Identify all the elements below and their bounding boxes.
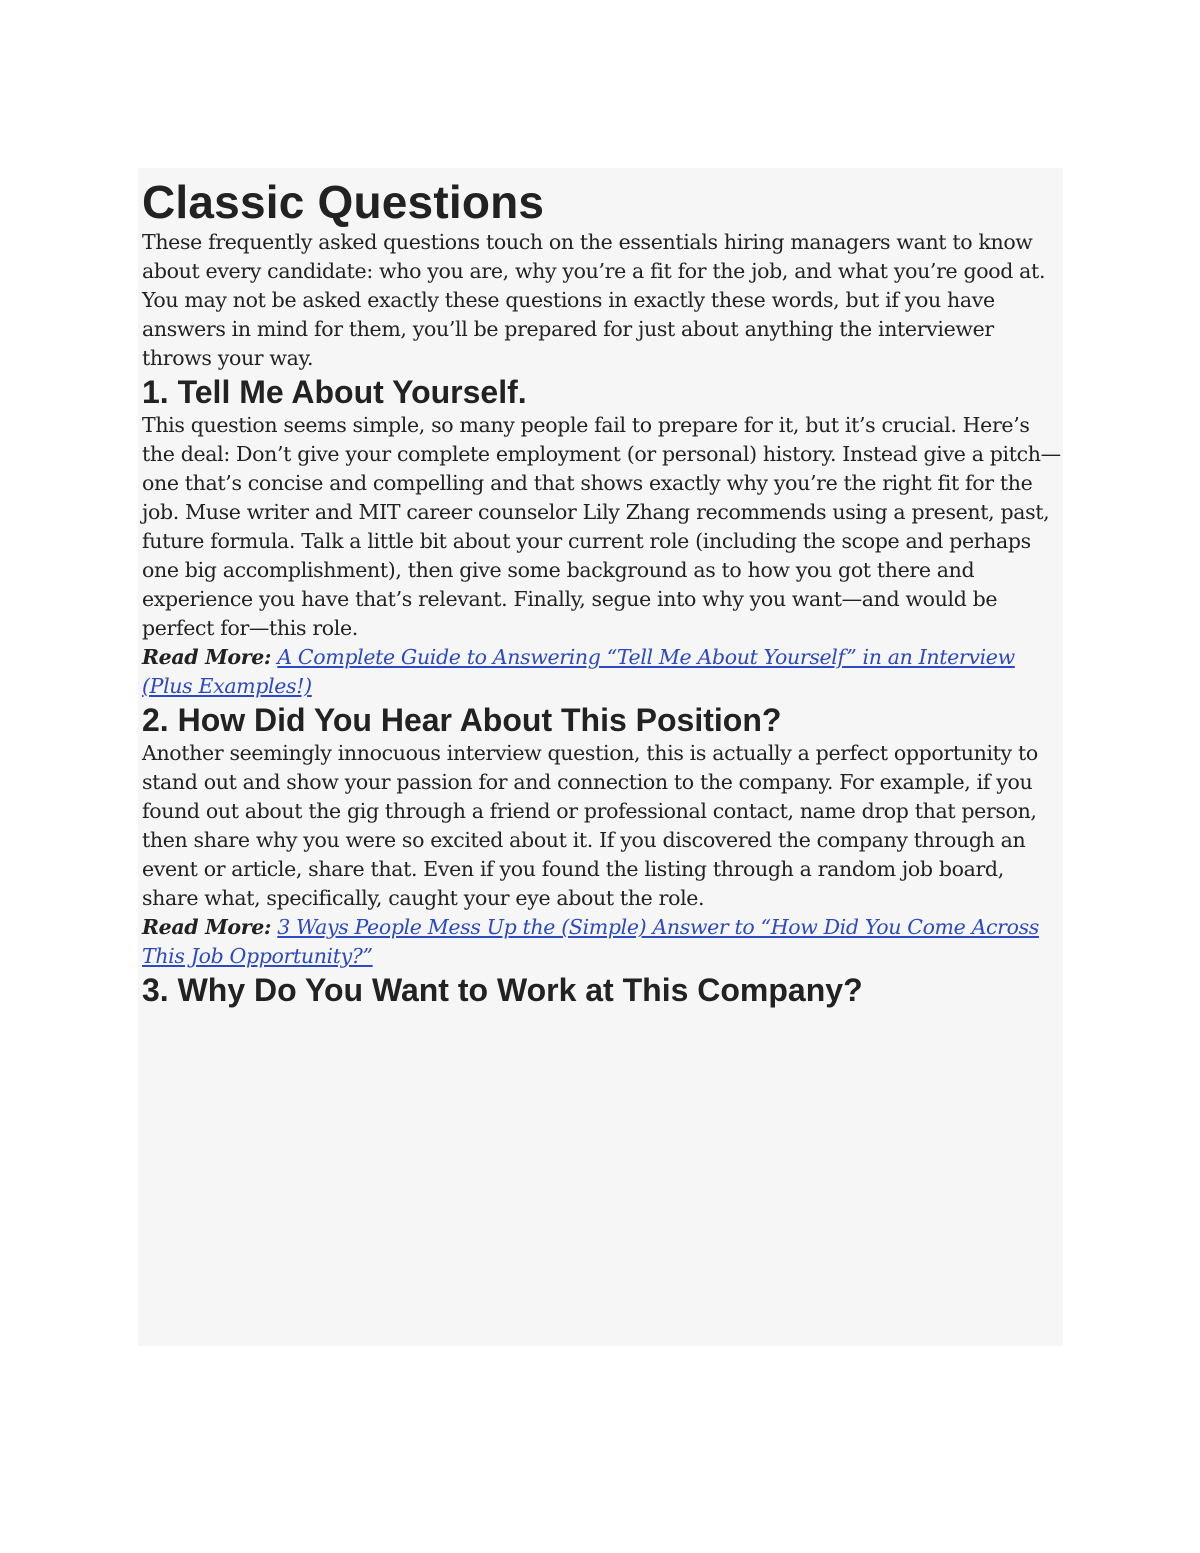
section-body-tell-me-about-yourself: This question seems simple, so many people fail to prepare for it, but it’s crucial. Here’s the deal: Don’t give your complete employment (or personal) history. Instead give a pitch—one that’s concise and compelling and that shows exactly why you’re the right fit for the job. Muse writer and MIT career counselor Lily Zhang recommends using a present, past, future formula. Talk a little bit about your current role (including the scope and perhaps one big accomplishment), then give some background as to how you got there and experience you have that’s relevant. Finally, segue into why you want—and would be perfect for—this role. bbox=[142, 413, 1061, 640]
article-content bbox=[142, 168, 1063, 1009]
section-heading-why-this-company: 3. Why Do You Want to Work at This Company? bbox=[142, 972, 863, 1008]
page-title: Classic Questions bbox=[142, 176, 545, 228]
read-more-tell-me-about-yourself bbox=[142, 643, 1063, 701]
read-more-link-tell-me-about-yourself[interactable]: A Complete Guide to Answering “Tell Me About Yourself” in an Interview (Plus Examples!) bbox=[142, 645, 1015, 698]
article-block bbox=[138, 168, 1063, 1346]
section-heading-how-did-you-hear: 2. How Did You Hear About This Position? bbox=[142, 702, 782, 738]
read-more-label: Read More: bbox=[142, 915, 272, 939]
section-body-how-did-you-hear: Another seemingly innocuous interview question, this is actually a perfect opportunity to stand out and show your passion for and connection to the company. For example, if you found out about the gig through a friend or professional contact, name drop that person, then share why you were so excited about it. If you discovered the company through an event or article, share that. Even if you found the listing through a random job board, share what, specifically, caught your eye about the role. bbox=[142, 741, 1038, 910]
read-more-how-did-you-hear bbox=[142, 913, 1063, 971]
read-more-link-how-did-you-hear[interactable]: 3 Ways People Mess Up the (Simple) Answer to “How Did You Come Across This Job Opportunity?” bbox=[142, 915, 1039, 968]
intro-paragraph: These frequently asked questions touch on the essentials hiring managers want to know about every candidate: who you are, why you’re a fit for the job, and what you’re good at. You may not be asked exactly these questions in exactly these words, but if you have answers in mind for them, you’ll be prepared for just about anything the interviewer throws your way. bbox=[142, 230, 1046, 370]
read-more-label: Read More: bbox=[142, 645, 272, 669]
section-heading-tell-me-about-yourself: 1. Tell Me About Yourself. bbox=[142, 374, 527, 410]
